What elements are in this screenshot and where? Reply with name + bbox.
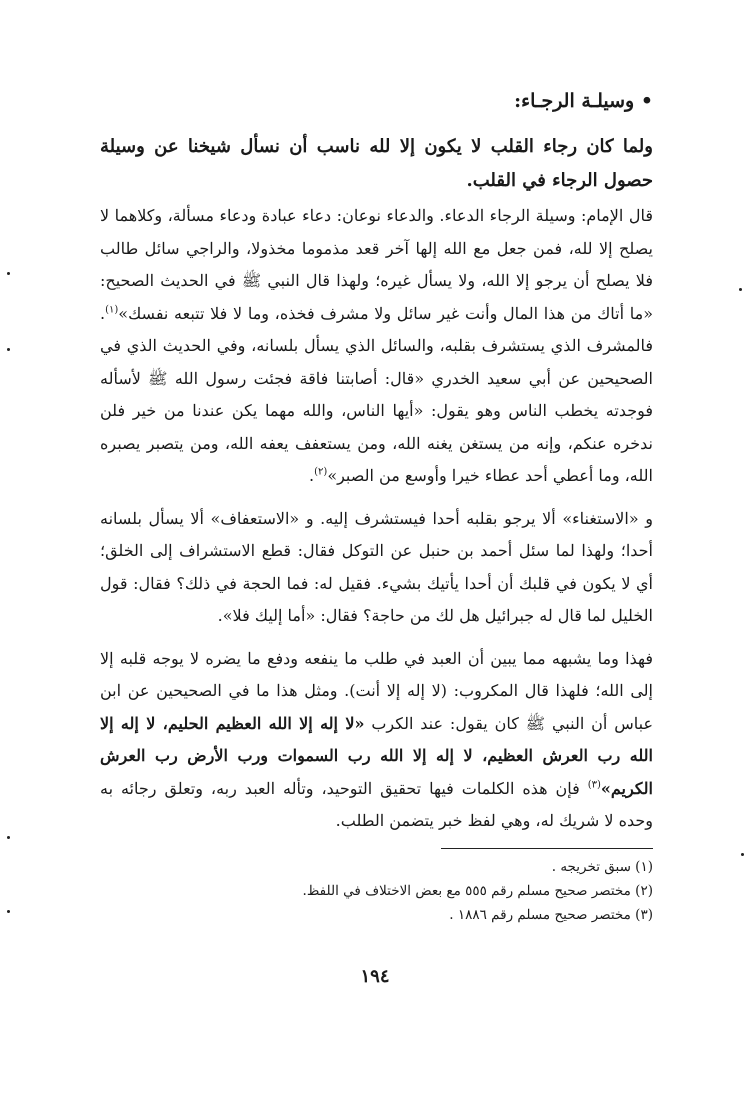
page-number: ١٩٤ <box>360 966 390 987</box>
footnote-ref-1: (١) <box>105 304 119 316</box>
page-body <box>100 86 653 927</box>
footnote-ref-3: (٣) <box>587 779 601 791</box>
footnote-ref-2: (٢) <box>314 466 328 478</box>
margin-speck <box>7 272 10 275</box>
paragraph-1-text: قال الإمام: وسيلة الرجاء الدعاء. والدعاء نوعان: دعاء عبادة ودعاء مسألة، وكلاهما لا يصلح إلا لله، فمن جعل مع الله إلها آخر قعد مذموما مخذولا، والراجي سائل طالب فلا يصلح أن يرجو إلا الله، ولا يسأل غيره؛ ولهذا قال النبي ﷺ في الحديث الصحيح: «ما أتاك من هذا المال وأنت غير سائل ولا مشرف فخذه، وما لا فلا تتبعه نفسك» <box>100 206 653 323</box>
margin-speck <box>7 910 10 913</box>
margin-speck <box>741 853 744 856</box>
footnotes <box>100 855 653 927</box>
intro-paragraph: ولما كان رجاء القلب لا يكون إلا لله ناسب أن نسأل شيخنا عن وسيلة حصول الرجاء في القلب. <box>100 136 653 191</box>
paragraph-3-quote: «لا إله إلا الله العظيم الحليم، لا إله إلا الله رب العرش العظيم، لا إله إلا الله رب السموات ورب الأرض رب العرش الكريم» <box>100 713 654 798</box>
paragraph-3 <box>100 643 653 838</box>
footnote-1: (١) سبق تخريجه . <box>551 858 653 875</box>
footnote-2: (٢) مختصر صحيح مسلم رقم ٥٥٥ مع بعض الاختلاف في اللفظ. <box>302 882 653 899</box>
margin-speck <box>7 348 10 351</box>
margin-speck <box>739 288 742 291</box>
margin-speck <box>7 836 10 839</box>
paragraph-2: و «الاستغناء» ألا يرجو بقلبه أحدا فيستشرف إليه. و «الاستعفاف» ألا يسأل بلسانه أحدا؛ ولهذا لما سئل أحمد بن حنبل عن التوكل فقال: قطع الاستشراف إلى الخلق؛ أي لا يكون في قلبك أن أحدا يأتيك بشيء. فقيل له: فما الحجة في ذلك؟ فقال: قول الخليل لما قال له جبرائيل هل لك من حاجة؟ فقال: «أما إليك فلا». <box>100 508 653 625</box>
footnote-separator <box>441 848 653 849</box>
paragraph-1-text-3: . <box>309 466 315 485</box>
paragraph-3-text: فهذا وما يشبهه مما يبين أن العبد في طلب ما ينفعه ودفع ما يضره لا يوجه قلبه إلا إلى الله؛ فلهذا قال المكروب: (لا إله إلا أنت). ومثل هذا ما في الصحيحين عن ابن عباس أن النبي ﷺ كان يقول: عند الكرب <box>100 648 653 733</box>
paragraph-3-text-2: فإن هذه الكلمات فيها تحقيق التوحيد، وتأله العبد ربه، وتعلق رجائه به وحده لا شريك له، وهي لفظ خبر يتضمن الطلب. <box>100 778 653 830</box>
paragraph-1 <box>100 200 653 493</box>
footnote-separator-wrap <box>100 838 653 855</box>
paragraph-1-text-2: . فالمشرف الذي يستشرف بقلبه، والسائل الذي يسأل بلسانه، وفي الحديث الذي في الصحيحين عن أبي سعيد الخدري «قال: أصابتنا فاقة فجئت رسول الله ﷺ لأسأله فوجدته يخطب الناس وهو يقول: «أيها الناس، والله مهما يكن عندنا من خير فلن ندخره عنكم، وإنه من يستغن يغنه الله، ومن يستعفف يعفه الله، ومن يتصبر يصبره الله، وما أعطي أحد عطاء خيرا وأوسع من الصبر» <box>100 303 653 485</box>
section-heading: • وسيلـة الرجـاء: <box>514 90 653 112</box>
footnote-3: (٣) مختصر صحيح مسلم رقم ١٨٨٦ . <box>449 906 653 923</box>
